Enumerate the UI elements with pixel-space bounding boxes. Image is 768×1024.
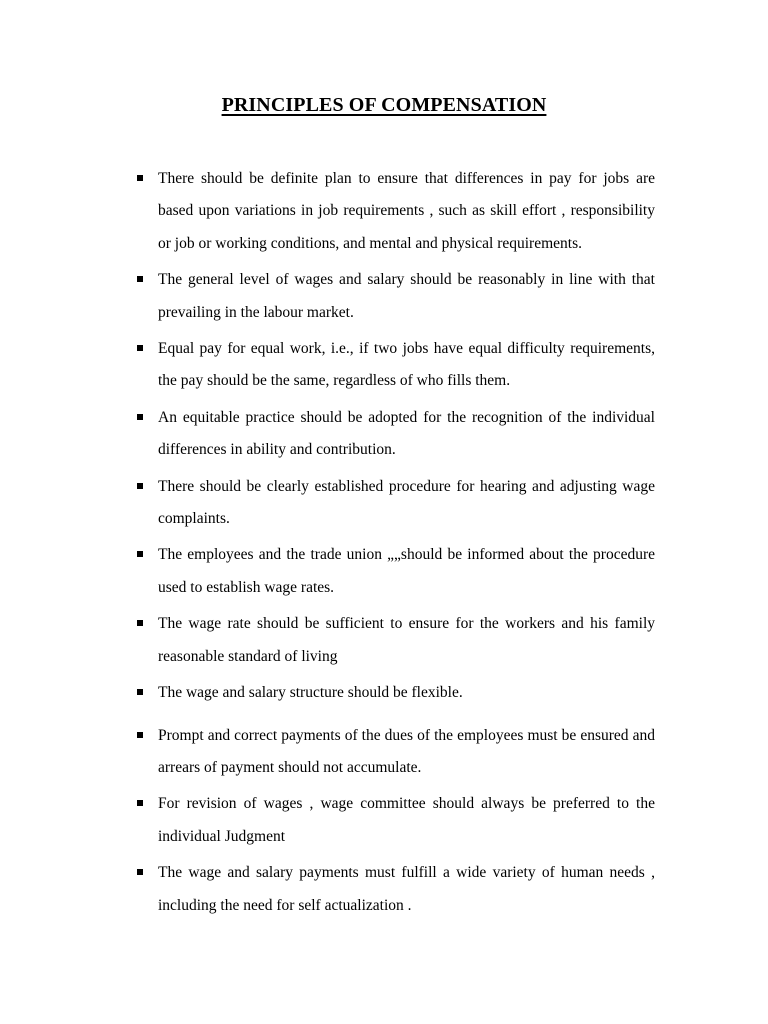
square-bullet-icon [137, 551, 143, 557]
list-item [134, 471, 655, 536]
square-bullet-icon [137, 732, 143, 738]
square-bullet-icon [137, 800, 143, 806]
list-item [134, 402, 655, 467]
list-item [134, 608, 655, 673]
list-item-text: For revision of wages , wage committee should always be preferred to the individual Judgment [158, 795, 655, 845]
square-bullet-icon [137, 483, 143, 489]
list-item [134, 333, 655, 398]
square-bullet-icon [137, 869, 143, 875]
list-item [134, 163, 655, 260]
list-item-text: Equal pay for equal work, i.e., if two jobs have equal difficulty requirements, the pay should be the same, regardless of who fills them. [158, 340, 655, 390]
list-item-text: Prompt and correct payments of the dues of the employees must be ensured and arrears of payment should not accumulate. [158, 726, 655, 776]
square-bullet-icon [137, 689, 143, 695]
list-item-text: The employees and the trade union „„should be informed about the procedure used to establish wage rates. [158, 546, 655, 596]
page-title: PRINCIPLES OF COMPENSATION [221, 94, 547, 116]
list-item [134, 677, 655, 709]
square-bullet-icon [137, 276, 143, 282]
list-item-text: There should be clearly established procedure for hearing and adjusting wage complaints. [158, 477, 655, 528]
list-item-text: There should be definite plan to ensure that differences in pay for jobs are based upon variations in job requirements , such as skill effort , responsibility or job or working conditions, and mental and physical requirements. [158, 170, 655, 252]
list-item [134, 264, 655, 329]
square-bullet-icon [137, 175, 143, 181]
principles-list [134, 163, 655, 926]
square-bullet-icon [137, 620, 143, 626]
list-item [134, 788, 655, 853]
list-item-text: An equitable practice should be adopted for the recognition of the individual differences in ability and contribution. [158, 408, 655, 459]
list-item-text: The general level of wages and salary should be reasonably in line with that prevailing in the labour market. [158, 271, 655, 321]
square-bullet-icon [137, 414, 143, 420]
list-item-text: The wage and salary structure should be flexible. [158, 684, 463, 702]
list-item [134, 857, 655, 922]
list-item-text: The wage and salary payments must fulfill a wide variety of human needs , including the need for self actualization . [158, 864, 655, 914]
square-bullet-icon [137, 345, 143, 351]
list-item [134, 720, 655, 785]
list-item-text: The wage rate should be sufficient to ensure for the workers and his family reasonable standard of living [158, 615, 655, 665]
list-item [134, 539, 655, 604]
